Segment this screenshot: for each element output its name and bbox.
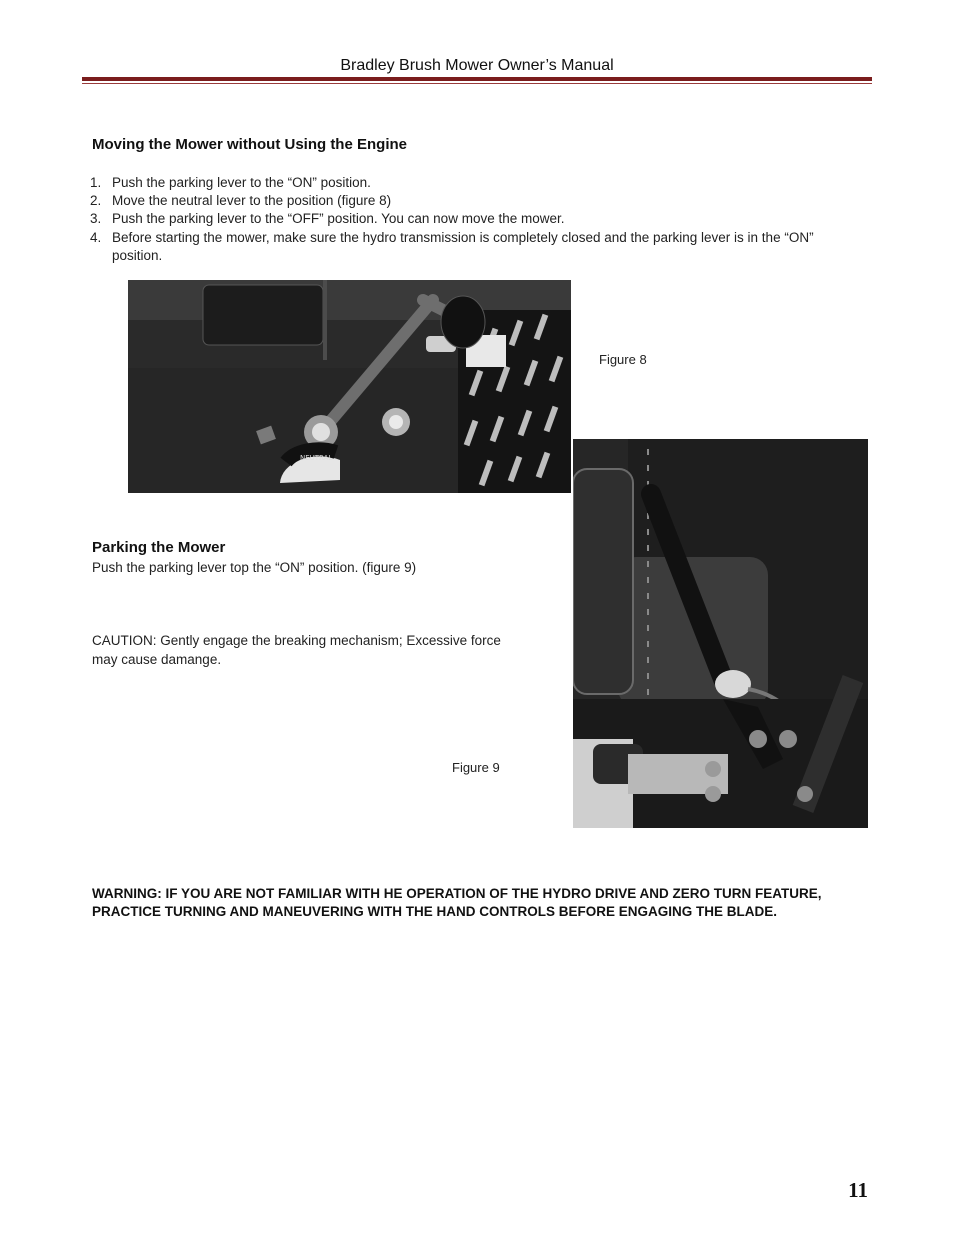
section-title-parking: Parking the Mower [92,539,226,556]
neutral-label-text: NEUTRAL [300,454,333,462]
header-rule [82,77,872,81]
figure-9-caption: Figure 9 [452,760,500,775]
page-number: 11 [848,1178,868,1202]
list-item: 1. Push the parking lever to the “ON” position. [90,175,371,190]
list-item: 2. Move the neutral lever to the position (figure 8) [90,193,392,209]
figure-8-caption: Figure 8 [599,352,647,367]
caution-note: CAUTION: Gently engage the breaking mechanism; Excessive force may cause damange. [92,633,501,667]
figure-9-image [573,439,868,828]
list-item: 4. Before starting the mower, make sure the hydro transmission is completely closed and the parking lever is in the “ON” position. [90,229,814,263]
list-item: 3. Push the parking lever to the “OFF” position. You can now move the mower. [90,211,565,227]
figure-8-image [128,280,571,493]
steps-list [90,174,840,265]
running-header: Bradley Brush Mower Owner’s Manual [340,57,614,74]
warning-note: WARNING: IF YOU ARE NOT FAMILIAR WITH HE OPERATION OF THE HYDRO DRIVE AND ZERO TURN FEATURE, PRACTICE TURNING AND MANEUVERING WITH THE HAND CONTROLS BEFORE ENGAGING THE BLADE. [92,886,822,920]
header-rule-thin [82,83,872,84]
section-title-moving: Moving the Mower without Using the Engine [92,136,407,153]
parking-instruction: Push the parking lever top the “ON” position. (figure 9) [92,560,417,575]
